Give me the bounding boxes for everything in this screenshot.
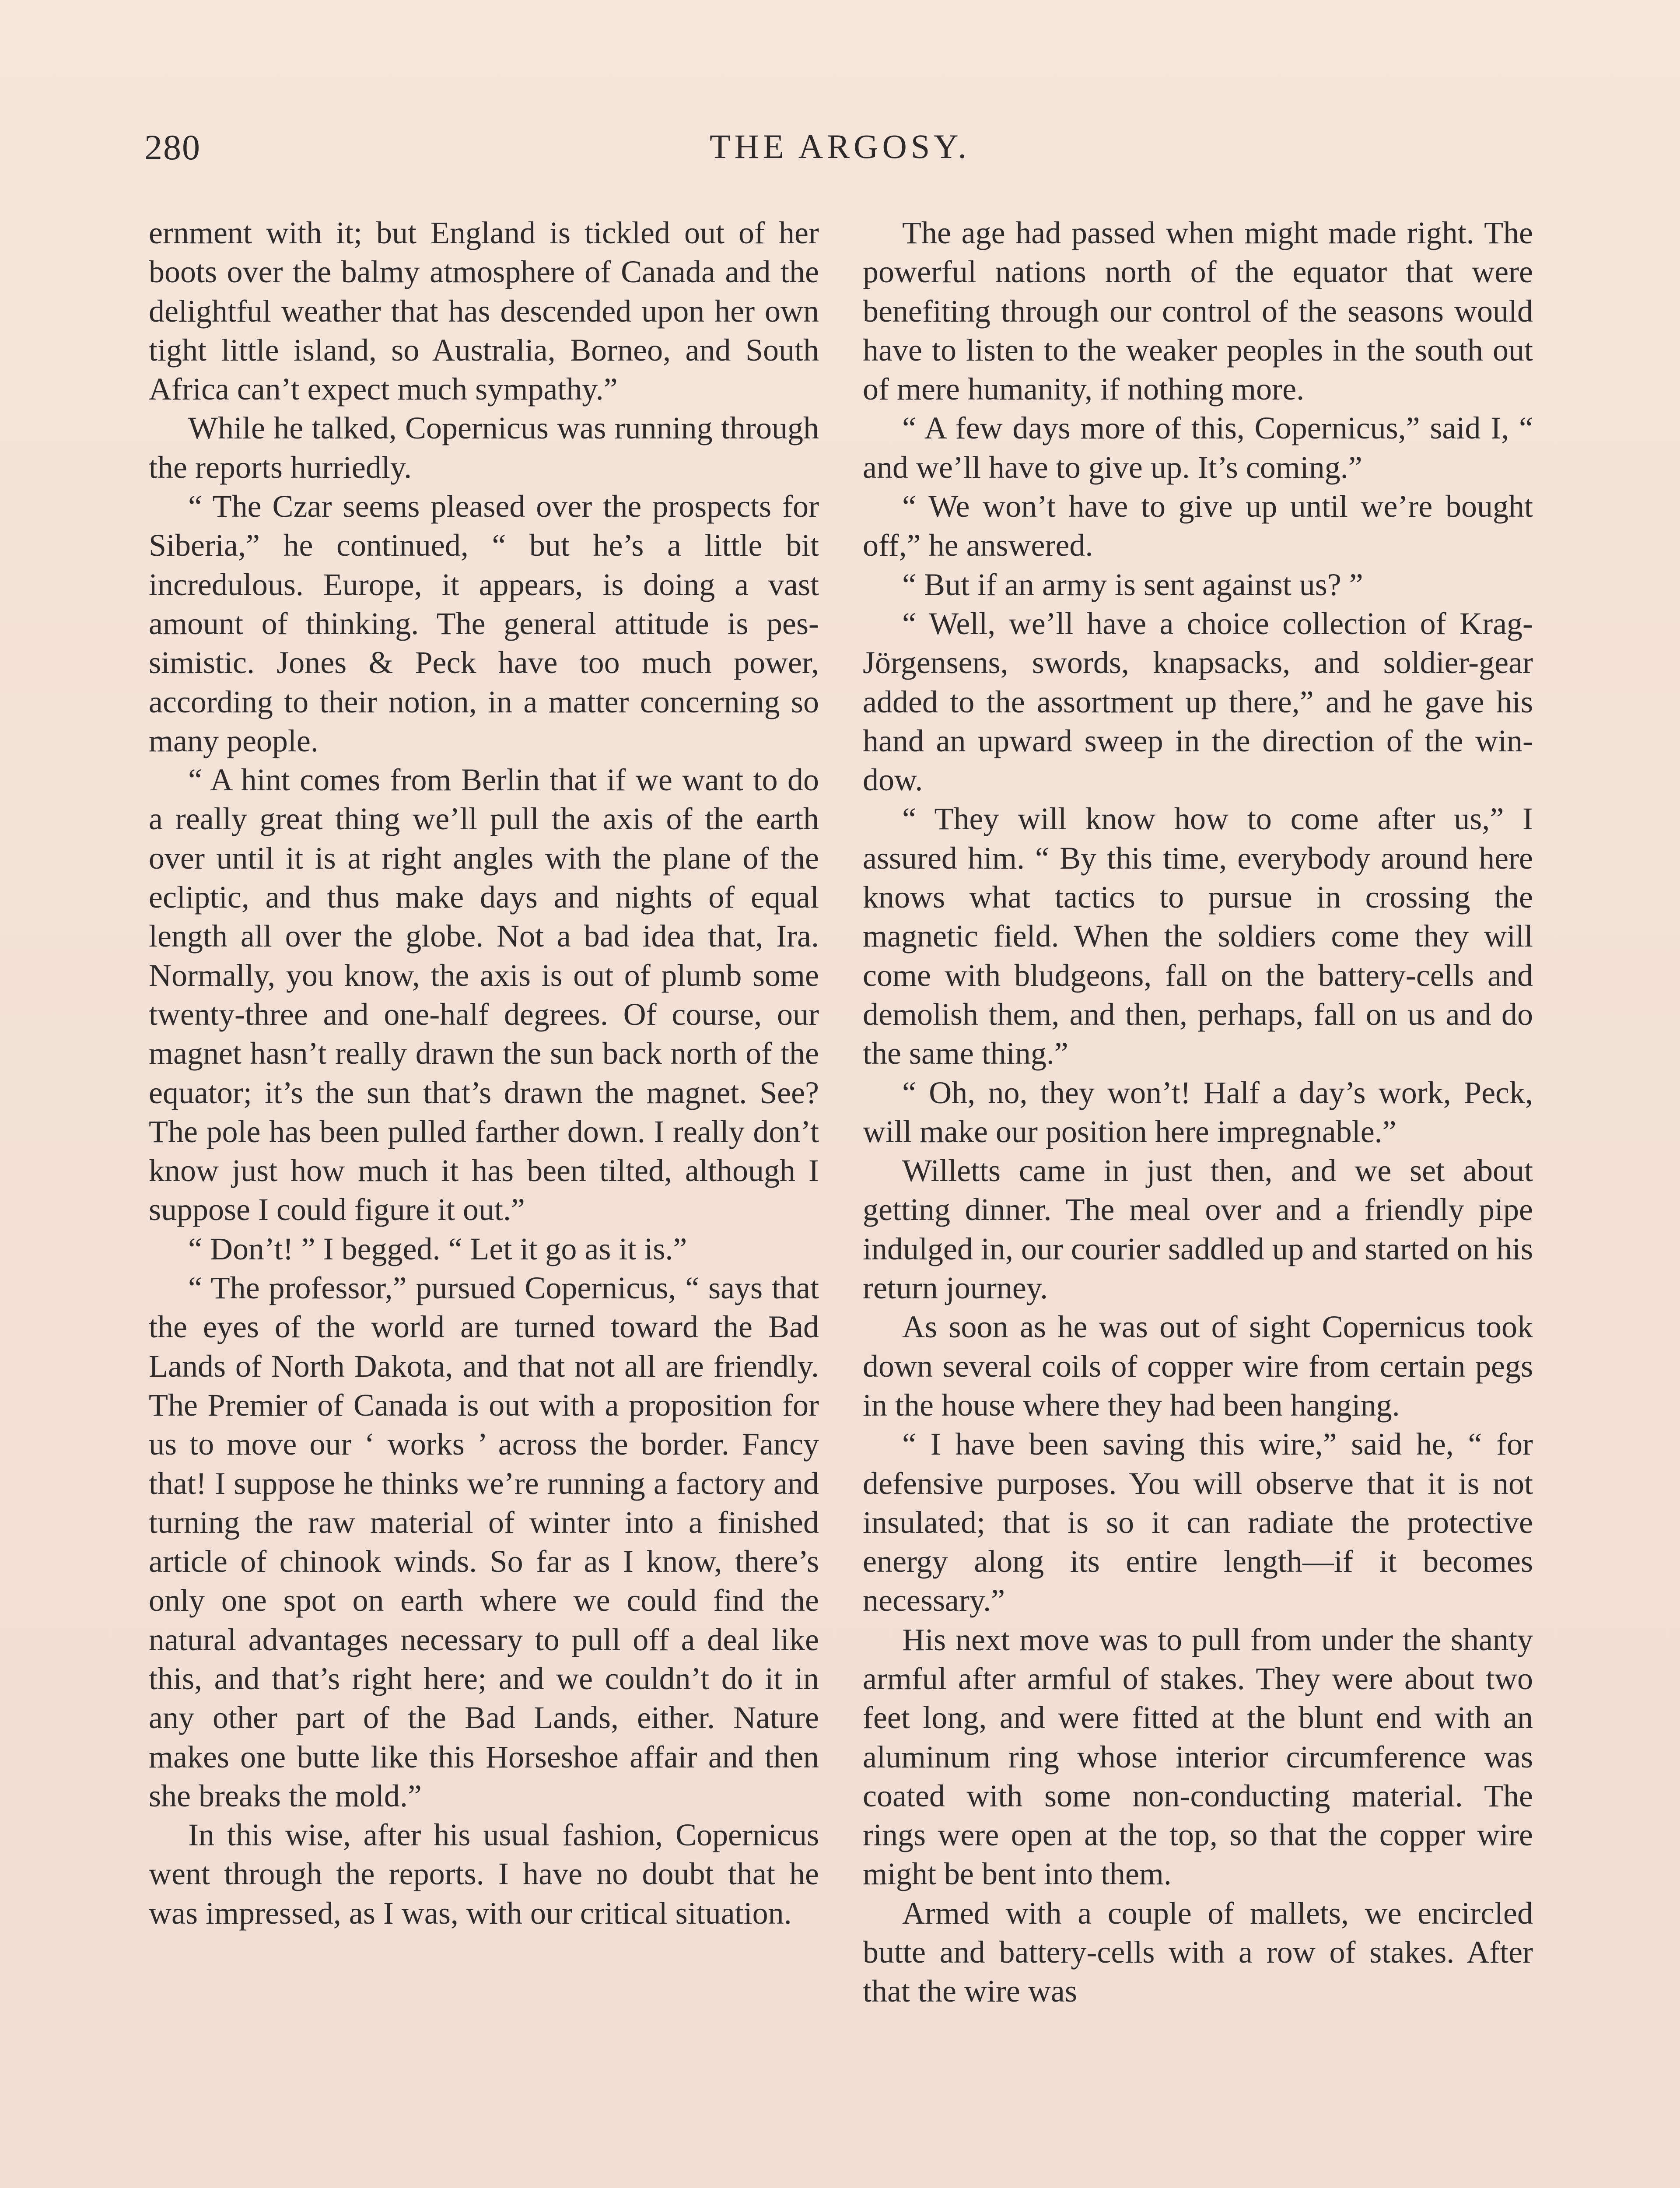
paragraph: “ The professor,” pursued Copernicus, “ says that the eyes of the world are turned toward the Bad Lands of North Dakota, and that not all are friendly. The Premier of Canada is out with a proposition for us to move our ‘ works ’ across the border. Fancy that! I suppose he thinks we’re running a factory and turning the raw material of winter into a finished article of chinook winds. So far as I know, there’s only one spot on earth where we could find the natural advantages necessary to pull off a deal like this, and that’s right here; and we couldn’t do it in any other part of the Bad Lands, either. Nature makes one butte like this Horseshoe affair and then she breaks the mold.”	[149, 1270, 819, 1813]
paragraph: “ We won’t have to give up until we’re bought off,” he answered.	[863, 489, 1533, 563]
page-header	[144, 127, 1536, 188]
paragraph: ernment with it; but England is tickled out of her boots over the balmy atmosphere of Canada and the delightful weather that has descended upon her own tight little island, so Australia, Borneo, and South Africa can’t expect much sympathy.”	[149, 215, 819, 407]
running-title: THE ARGOSY.	[710, 127, 970, 165]
paragraph: “ Oh, no, they won’t! Half a day’s work, Peck, will make our position here impregnable.”	[863, 1075, 1533, 1149]
paragraph: As soon as he was out of sight Copernicus took down several coils of copper wire from certain pegs in the house where they had been hanging.	[863, 1309, 1533, 1423]
paragraph: Willetts came in just then, and we set about getting dinner. The meal over and a friendly pipe indulged in, our courier saddled up and started on his return journey.	[863, 1153, 1533, 1306]
paragraph: “ But if an army is sent against us? ”	[902, 567, 1363, 602]
right-column	[863, 214, 1533, 2188]
paragraph: The age had passed when might made right. The powerful nations north of the equator that were benefiting through our control of the seasons would have to listen to the weaker peoples in the south out of mere humanity, if nothing more.	[863, 215, 1533, 407]
paragraph: “ Well, we’ll have a choice collection of Krag-Jörgensens, swords, knapsacks, and soldier-gear added to the assortment up there,” and he gave his hand an upward sweep in the direction of the window.	[863, 606, 1533, 798]
paragraph: While he talked, Copernicus was running through the reports hurriedly.	[149, 410, 819, 485]
paragraph: “ I have been saving this wire,” said he, “ for defensive purposes. You will observe that it is not insulated; that is so it can radiate the protective energy along its entire length—if it becomes necessary.”	[863, 1427, 1533, 1618]
paragraph: His next move was to pull from under the shanty armful after armful of stakes. They were about two feet long, and were fitted at the blunt end with an aluminum ring whose interior circumference was coated with some non-conducting material. The rings were open at the top, so that the copper wire might be bent into them.	[863, 1622, 1533, 1892]
left-column	[149, 214, 819, 2188]
paragraph: In this wise, after his usual fashion, Copernicus went through the reports. I have no doubt that he was impressed, as I was, with our critical situation.	[149, 1817, 819, 1931]
page-number: 280	[144, 127, 201, 167]
paragraph: “ Don’t! ” I begged. “ Let it go as it is.”	[188, 1231, 687, 1266]
paragraph: “ A few days more of this, Copernicus,” said I, “ and we’ll have to give up. It’s coming.”	[863, 410, 1533, 485]
paragraph: “ A hint comes from Berlin that if we want to do a really great thing we’ll pull the axis of the earth over until it is at right angles with the plane of the ecliptic, and thus make days and nights of equal length all over the globe. Not a bad idea that, Ira. Normally, you know, the axis is out of plumb some twenty-three and one-half degrees. Of course, our magnet hasn’t really drawn the sun back north of the equator; it’s the sun that’s drawn the magnet. See? The pole has been pulled farther down. I really don’t know just how much it has been tilted, although I suppose I could figure it out.”	[149, 762, 819, 1227]
paragraph: Armed with a couple of mallets, we encircled butte and battery-cells with a row of stakes. After that the wire was	[863, 1895, 1533, 2009]
paragraph: “ The Czar seems pleased over the prospects for Siberia,” he continued, “ but he’s a little bit incredulous. Europe, it appears, is doing a vast amount of thinking. The general attitude is pessimistic. Jones & Peck have too much power, according to their notion, in a matter concerning so many people.	[149, 489, 819, 758]
paragraph: “ They will know how to come after us,” I assured him. “ By this time, everybody around here knows what tactics to pursue in crossing the magnetic field. When the soldiers come they will come with bludgeons, fall on the battery-cells and demolish them, and then, perhaps, fall on us and do the same thing.”	[863, 801, 1533, 1071]
